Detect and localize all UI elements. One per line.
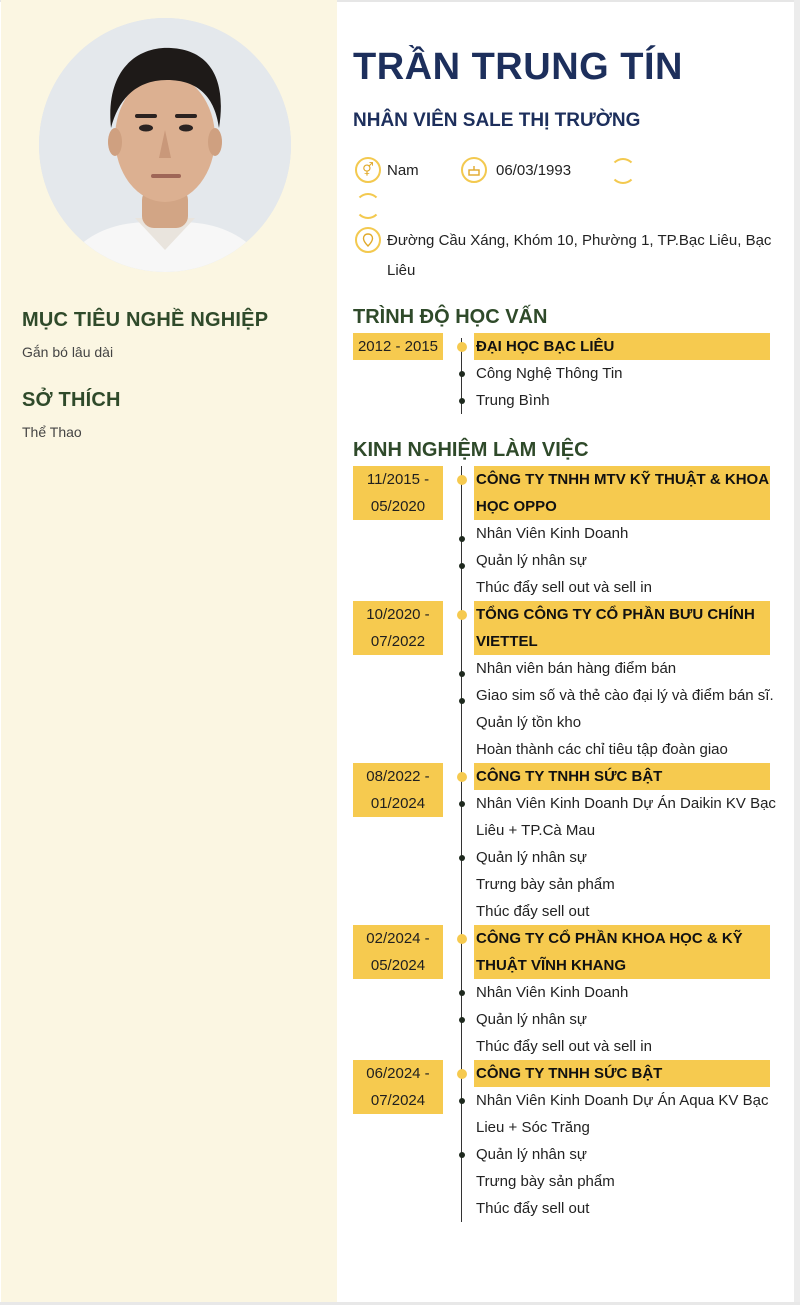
job-date-start: 08/2022 -: [366, 768, 430, 785]
job-detail: Trưng bày sản phẩm: [476, 1173, 615, 1190]
job-detail: Hoàn thành các chỉ tiêu tập đoàn giao: [476, 741, 728, 758]
job-company-line: CÔNG TY TNHH SỨC BẬT: [476, 768, 663, 785]
job-company-line: CÔNG TY TNHH MTV KỸ THUẬT & KHOA: [476, 471, 770, 488]
job-company-line: HỌC OPPO: [476, 498, 557, 515]
sidebar: [1, 0, 337, 1302]
job-company-line: CÔNG TY CỔ PHẦN KHOA HỌC & KỸ: [476, 930, 743, 947]
job-detail: Liêu + TP.Cà Mau: [476, 822, 596, 839]
job-date-start: 06/2024 -: [366, 1065, 430, 1082]
job-company-line: VIETTEL: [476, 633, 538, 650]
job-company-line: THUẬT VĨNH KHANG: [476, 957, 626, 974]
timeline-dot: [457, 934, 467, 944]
job-detail: Thúc đẩy sell out và sell in: [476, 579, 652, 596]
timeline-bullet: [459, 1098, 465, 1104]
job-detail: Quản lý nhân sự: [476, 552, 587, 569]
education-heading: TRÌNH ĐỘ HỌC VẤN: [353, 306, 548, 328]
timeline-dot: [457, 772, 467, 782]
objective-text: Gắn bó lâu dài: [22, 344, 114, 360]
job-date: [353, 466, 443, 520]
job-detail: Thúc đẩy sell out: [476, 1200, 590, 1217]
job-date-start: 02/2024 -: [366, 930, 430, 947]
job-detail: Quản lý nhân sự: [476, 1011, 587, 1028]
job-company-line: TỔNG CÔNG TY CỔ PHẦN BƯU CHÍNH: [476, 606, 755, 623]
timeline-dot: [457, 610, 467, 620]
job-detail: Nhân viên bán hàng điểm bán: [476, 660, 677, 677]
job-date-start: 10/2020 -: [366, 606, 430, 623]
timeline-bullet: [459, 563, 465, 569]
page-edge-right: [794, 0, 800, 1305]
education-rank: Trung Bình: [476, 392, 550, 409]
job-detail: Nhân Viên Kinh Doanh: [476, 525, 629, 542]
hobby-text: Thể Thao: [22, 424, 82, 440]
avatar: [39, 18, 291, 272]
birthday-cake-icon: [461, 157, 487, 183]
job-company-line: CÔNG TY TNHH SỨC BẬT: [476, 1065, 663, 1082]
timeline-bullet: [459, 855, 465, 861]
job-detail: Thúc đẩy sell out: [476, 903, 590, 920]
job-date-end: 07/2024: [370, 1092, 426, 1109]
timeline-bullet: [459, 801, 465, 807]
hobby-heading: SỞ THÍCH: [22, 389, 121, 411]
phone-icon: [610, 158, 636, 184]
job-company: [474, 925, 770, 979]
job-date-end: 07/2022: [370, 633, 426, 650]
timeline-bullet: [459, 398, 465, 404]
job-company: [474, 763, 770, 790]
timeline-bullet: [459, 1017, 465, 1023]
timeline-bullet: [459, 1152, 465, 1158]
timeline-dot: [457, 342, 467, 352]
timeline-dot: [457, 1069, 467, 1079]
job-detail: Nhân Viên Kinh Doanh: [476, 984, 629, 1001]
job-date: [353, 925, 443, 979]
email-icon: [355, 193, 381, 219]
job-detail: Quản lý tồn kho: [476, 714, 582, 731]
job-date-start: 11/2015 -: [366, 471, 430, 488]
timeline-bullet: [459, 990, 465, 996]
gender-value: Nam: [387, 162, 419, 179]
location-icon: [355, 227, 381, 253]
job-company: [474, 466, 770, 520]
education-major: Công Nghệ Thông Tin: [476, 365, 623, 382]
timeline-bullet: [459, 536, 465, 542]
job-date: [353, 601, 443, 655]
job-detail: Quản lý nhân sự: [476, 849, 587, 866]
job-detail: Quản lý nhân sự: [476, 1146, 587, 1163]
timeline-bullet: [459, 698, 465, 704]
job-detail: Giao sim số và thẻ cào đại lý và điểm bán sĩ.: [476, 687, 774, 704]
job-company: [474, 1060, 770, 1087]
job-detail: Thúc đẩy sell out và sell in: [476, 1038, 652, 1055]
address-line-2: Liêu: [387, 262, 416, 279]
address-line-1: Đường Cầu Xáng, Khóm 10, Phường 1, TP.Bạc Liêu, Bạc: [387, 232, 772, 249]
job-detail: Nhân Viên Kinh Doanh Dự Án Daikin KV Bạc: [476, 795, 776, 812]
timeline-bullet: [459, 671, 465, 677]
job-detail: Lieu + Sóc Trăng: [476, 1119, 590, 1136]
education-date: 2012 - 2015: [353, 333, 443, 360]
job-date: [353, 1060, 443, 1114]
experience-timeline: [461, 466, 462, 1222]
birthday-value: 06/03/1993: [496, 162, 572, 179]
job-detail: Nhân Viên Kinh Doanh Dự Án Aqua KV Bạc: [476, 1092, 769, 1109]
candidate-name: TRẦN TRUNG TÍN: [353, 46, 683, 88]
job-company: [474, 601, 770, 655]
candidate-position: NHÂN VIÊN SALE THỊ TRƯỜNG: [353, 110, 641, 131]
education-school: ĐẠI HỌC BẠC LIÊU: [474, 333, 770, 360]
job-date-end: 01/2024: [370, 795, 426, 812]
job-date-end: 05/2024: [370, 957, 426, 974]
avatar-photo: [39, 18, 291, 272]
job-detail: Trưng bày sản phẩm: [476, 876, 615, 893]
timeline-dot: [457, 475, 467, 485]
job-date: [353, 763, 443, 817]
objective-heading: MỤC TIÊU NGHỀ NGHIỆP: [22, 309, 269, 331]
job-date-end: 05/2020: [370, 498, 426, 515]
timeline-bullet: [459, 371, 465, 377]
experience-heading: KINH NGHIỆM LÀM VIỆC: [353, 439, 589, 461]
gender-icon: ⚥: [355, 157, 381, 183]
